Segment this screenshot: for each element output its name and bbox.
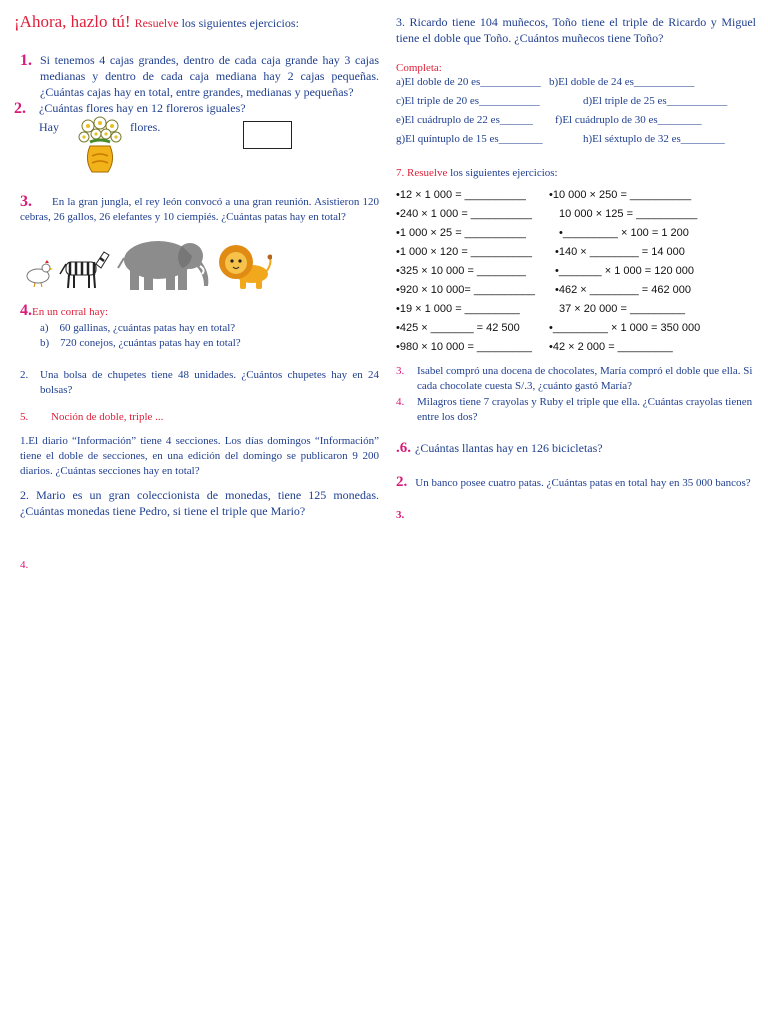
animals-illustration <box>22 236 272 292</box>
problem-2-text: 2. Mario es un gran coleccionista de monedas, tiene 125 monedas. ¿Cuántas monedas tiene Pedro, si tiene el triple que Mario? <box>20 488 379 518</box>
zebra-icon <box>56 246 110 290</box>
worksheet-header <box>14 12 384 32</box>
q4-item-a: a) 60 gallinas, ¿cuántas patas hay en total? <box>40 322 236 334</box>
resuelve-label: Resuelve <box>134 16 179 30</box>
operation-row: •425 × _______ = 42 500 •_________ × 1 000 = 350 000 <box>396 322 701 334</box>
operation-row: •19 × 1 000 = _________ 37 × 20 000 = _________ <box>396 303 686 315</box>
r-q3-text: 3. Ricardo tiene 104 muñecos, Toño tiene el triple de Ricardo y Miguel tiene el doble que Toño. ¿Cuántos muñecos tiene Toño? <box>396 15 756 45</box>
q2-hay-label: Hay <box>39 120 59 134</box>
r-pr4-number: 4. <box>396 396 405 408</box>
answer-box[interactable] <box>243 121 292 149</box>
flower-vase-icon <box>76 116 124 176</box>
r-pr2-text: Un banco posee cuatro patas. ¿Cuántas patas en total hay en 35 000 bancos? <box>415 477 751 489</box>
completa-title: Completa: <box>396 62 442 74</box>
q5-title: Noción de doble, triple ... <box>51 411 164 423</box>
q2b-number: 2. <box>20 369 29 381</box>
r-pr2-number: 2. <box>396 474 408 490</box>
operation-row: •12 × 1 000 = __________ •10 000 × 250 = __________ <box>396 189 692 201</box>
completa-row: e)El cuádruplo de 22 es______ f)El cuádruplo de 30 es________ <box>396 114 702 126</box>
q7-resuelve: Resuelve <box>407 167 448 179</box>
q2b-text: Una bolsa de chupetes tiene 48 unidades. ¿Cuántos chupetes hay en 24 bolsas? <box>40 369 379 396</box>
r-pr3b-number: 3. <box>396 509 405 521</box>
operation-row: •240 × 1 000 = __________ 10 000 × 125 = __________ <box>396 208 698 220</box>
completa-row: g)El quíntuplo de 15 es________ h)El séxtuplo de 32 es________ <box>396 133 725 145</box>
q1-number: 1. <box>20 52 32 69</box>
problem-1-text: 1.El diario “Información” tiene 4 secciones. Los días domingos “Información” tiene el doble de secciones, en una edición del domingo se publicaron 9 200 diarios. ¿Cuántas secciones hay en total? <box>20 435 379 477</box>
r-pr6 <box>396 439 603 457</box>
worksheet-title: ¡Ahora, hazlo tú! <box>14 12 131 31</box>
r-pr3-text: Isabel compró una docena de chocolates, María compró el doble que ella. Si cada chocolate cuesta S/.3, ¿cuánto gastó María? <box>417 365 753 392</box>
q1-text: Si tenemos 4 cajas grandes, dentro de cada caja grande hay 3 cajas medianas y dentro de cada caja mediana hay 2 cajas pequeñas. ¿Cuántas cajas hay en total, entre grandes, medianas y pequeñas? <box>40 53 379 99</box>
r-pr6-number: .6. <box>396 440 411 456</box>
r-pr4-text: Milagros tiene 7 crayolas y Ruby el triple que ella. ¿Cuántas crayolas tienen entre los dos? <box>417 396 753 423</box>
operations-grid <box>396 189 766 360</box>
q3-number: 3. <box>20 193 32 210</box>
q4-title: En un corral hay: <box>32 306 109 318</box>
completa-row: a)El doble de 20 es___________ b)El doble de 24 es___________ <box>396 76 695 88</box>
r-pr6-text: ¿Cuántas llantas hay en 126 bicicletas? <box>415 441 603 455</box>
r-pr3-number: 3. <box>396 365 405 377</box>
completa-row: c)El triple de 20 es___________ d)El triple de 25 es___________ <box>396 95 728 107</box>
q2-flores-label: flores. <box>130 120 161 134</box>
hen-icon <box>22 258 54 288</box>
completa-list <box>396 75 766 151</box>
operation-row: •1 000 × 25 = __________ •_________ × 100 = 1 200 <box>396 227 689 239</box>
q5-number: 5. <box>20 411 29 423</box>
q3-text: En la gran jungla, el rey león convocó a una gran reunión. Asistieron 120 cebras, 26 gallos, 26 elefantes y 10 ciempiés. ¿Cuántas patas hay en total? <box>20 196 379 223</box>
q4-number: 4. <box>20 302 32 319</box>
elephant-icon <box>116 236 214 292</box>
q7-number: 7. <box>396 167 405 179</box>
q2-number: 2. <box>14 100 26 117</box>
operation-row: •1 000 × 120 = __________ •140 × ________ = 14 000 <box>396 246 685 258</box>
operation-row: •980 × 10 000 = _________ •42 × 2 000 = _________ <box>396 341 673 353</box>
q4-title-row <box>20 302 108 320</box>
lion-icon <box>216 242 272 290</box>
q7-title <box>396 166 558 181</box>
header-instruction: los siguientes ejercicios: <box>178 16 299 30</box>
q2-text: ¿Cuántas flores hay en 12 floreros iguales? <box>39 101 246 115</box>
operation-row: •920 × 10 000= __________ •462 × ________ = 462 000 <box>396 284 691 296</box>
q7-instruction: los siguientes ejercicios: <box>447 167 558 179</box>
q4b-number: 4. <box>20 559 29 571</box>
operation-row: •325 × 10 000 = ________ •_______ × 1 000 = 120 000 <box>396 265 695 277</box>
q4-item-b: b) 720 conejos, ¿cuántas patas hay en total? <box>40 337 241 349</box>
r-pr2 <box>396 473 751 491</box>
